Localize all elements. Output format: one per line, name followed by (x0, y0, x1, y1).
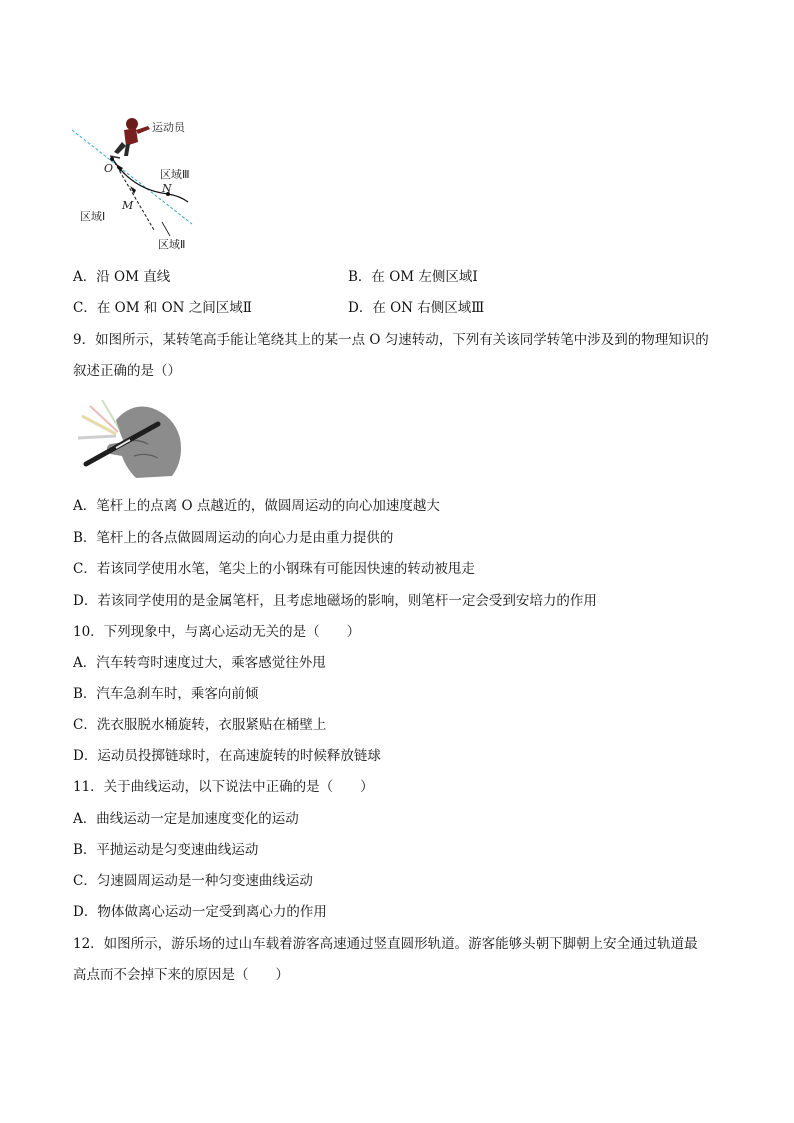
q8-option-d: D．在 ON 右侧区域Ⅲ (348, 300, 485, 316)
skater-diagram (70, 112, 210, 254)
q11-stem: 11．关于曲线运动，以下说法中正确的是（ ） (73, 779, 374, 795)
q9-option-b: B．笔杆上的各点做圆周运动的向心力是由重力提供的 (73, 530, 394, 546)
q10-stem: 10．下列现象中，与离心运动无关的是（ ） (73, 624, 361, 640)
region2-label: 区域Ⅱ (158, 238, 186, 251)
q10-option-d: D．运动员投掷链球时，在高速旋转的时候释放链球 (73, 748, 381, 764)
q12-stem-line1: 12．如图所示，游乐场的过山车载着游客高速通过竖直圆形轨道。游客能够头朝下脚朝上安全通过轨道最 (73, 936, 698, 952)
q9-stem-line1: 9．如图所示，某转笔高手能让笔绕其上的某一点 O 匀速转动，下列有关该同学转笔中涉及到的物理知识的 (73, 332, 709, 348)
pen-spinning-photo (76, 398, 184, 482)
q12-stem-line2: 高点而不会掉下来的原因是（ ） (73, 967, 289, 983)
point-m-label: M (122, 199, 134, 212)
q9-stem-line2: 叙述正确的是（） (73, 363, 181, 379)
skater-figure (110, 118, 150, 158)
point-o-label: O (104, 162, 114, 175)
q9-option-d: D．若该同学使用的是金属笔杆，且考虑地磁场的影响，则笔杆一定会受到安培力的作用 (73, 593, 597, 609)
q11-option-d: D．物体做离心运动一定受到离心力的作用 (73, 904, 327, 920)
q10-option-a: A．汽车转弯时速度过大，乘客感觉往外甩 (73, 655, 326, 671)
q11-option-c: C．匀速圆周运动是一种匀变速曲线运动 (73, 873, 313, 889)
q9-option-c: C．若该同学使用水笔，笔尖上的小钢珠有可能因快速的转动被甩走 (73, 561, 475, 577)
region3-label: 区域Ⅲ (160, 168, 190, 181)
point-n-label: N (162, 182, 172, 195)
q11-option-a: A．曲线运动一定是加速度变化的运动 (73, 811, 299, 827)
athlete-label: 运动员 (152, 121, 185, 134)
q10-option-c: C．洗衣服脱水桶旋转，衣服紧贴在桶壁上 (73, 717, 327, 733)
om-line (112, 158, 154, 230)
q11-option-b: B．平抛运动是匀变速曲线运动 (73, 842, 259, 858)
q10-option-b: B．汽车急刹车时，乘客向前倾 (73, 686, 259, 702)
q8-option-b: B．在 OM 左侧区域Ⅰ (348, 269, 478, 285)
q9-option-a: A．笔杆上的点离 O 点越近的，做圆周运动的向心加速度越大 (73, 498, 440, 514)
q8-option-c: C．在 OM 和 ON 之间区域Ⅱ (73, 300, 252, 316)
region1-label: 区域Ⅰ (80, 210, 106, 223)
q8-option-a: A．沿 OM 直线 (73, 269, 171, 285)
